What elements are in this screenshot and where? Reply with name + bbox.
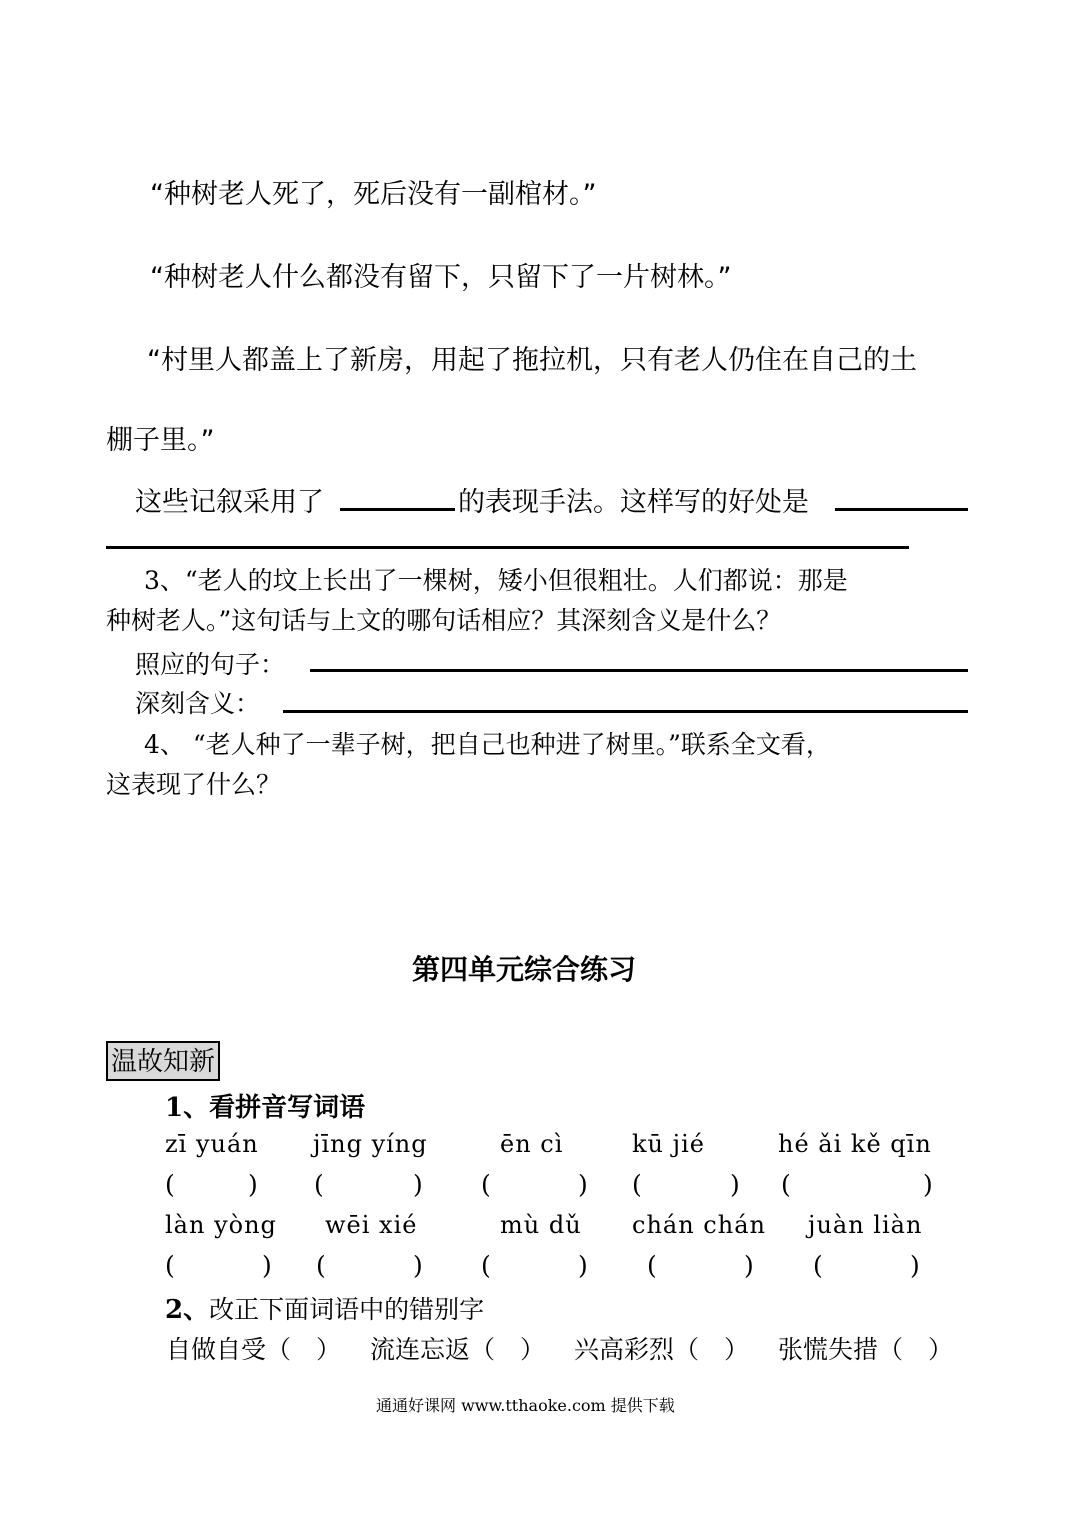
- pinyin-mu-du: mù dǔ: [500, 1211, 582, 1239]
- pinyin-jing-ying: jīng yíng: [313, 1130, 428, 1158]
- q2-blank-benefit[interactable]: [835, 508, 968, 511]
- pinyin-juan-lian: juàn liàn: [808, 1211, 923, 1239]
- q3-blank-meaning[interactable]: [283, 710, 968, 713]
- ex2-item-3: 兴高彩烈（ ）: [574, 1335, 750, 1364]
- ex2-item-4: 张慌失措（ ）: [778, 1335, 954, 1364]
- review-box-label: 温故知新: [106, 1041, 220, 1081]
- pinyin-he-ai-ke-qin: hé ǎi kě qīn: [778, 1130, 932, 1158]
- answer-paren-open: (: [781, 1170, 791, 1199]
- answer-paren-close: ): [578, 1251, 588, 1280]
- ex2-heading: [165, 1289, 484, 1326]
- answer-paren-close: ): [730, 1170, 740, 1199]
- q4-line2: 这表现了什么？: [106, 770, 282, 799]
- footer-download-note: 通通好课网 www.tthaoke.com 提供下载: [376, 1396, 675, 1415]
- answer-paren-open: (: [165, 1170, 175, 1199]
- answer-paren-close: ): [923, 1170, 933, 1199]
- quote-1: “种树老人死了，死后没有一副棺材。”: [150, 179, 597, 210]
- ex2-heading-text: 改正下面词语中的错别字: [209, 1295, 485, 1324]
- pinyin-zi-yuan: zī yuán: [165, 1130, 259, 1158]
- ex2-item-1: 自做自受（ ）: [166, 1335, 342, 1364]
- answer-paren-open: (: [481, 1251, 491, 1280]
- q3-line2: 种树老人。”这句话与上文的哪句话相应？其深刻含义是什么？: [106, 606, 782, 635]
- q2-blank-technique[interactable]: [340, 508, 455, 511]
- answer-paren-close: ): [262, 1251, 272, 1280]
- pinyin-lan-yong: làn yòng: [165, 1211, 277, 1239]
- quote-3-line2: 棚子里。”: [106, 425, 215, 456]
- answer-paren-close: ): [578, 1170, 588, 1199]
- answer-paren-open: (: [481, 1170, 491, 1199]
- quote-3-line1: “村里人都盖上了新房，用起了拖拉机，只有老人仍住在自己的土: [147, 345, 917, 376]
- q3-label-meaning: 深刻含义：: [135, 689, 261, 718]
- answer-paren-close: ): [744, 1251, 754, 1280]
- answer-paren-open: (: [647, 1251, 657, 1280]
- q2-text-part2: 的表现手法。这样写的好处是: [458, 487, 809, 518]
- pinyin-ku-jie: kū jié: [632, 1130, 705, 1158]
- answer-paren-close: ): [248, 1170, 258, 1199]
- answer-paren-open: (: [316, 1251, 326, 1280]
- ex1-heading: 1、看拼音写词语: [165, 1093, 366, 1123]
- answer-paren-open: (: [632, 1170, 642, 1199]
- section-title: 第四单元综合练习: [412, 953, 637, 986]
- q3-label-sentence: 照应的句子：: [135, 650, 286, 679]
- ex2-heading-number: 2、: [165, 1295, 210, 1325]
- q2-blank-benefit-line2[interactable]: [106, 546, 909, 549]
- q3-blank-sentence[interactable]: [310, 669, 968, 672]
- pinyin-en-ci: ēn cì: [500, 1130, 564, 1158]
- q4-line1: 4、 “老人种了一辈子树，把自己也种进了树里。”联系全文看，: [144, 730, 831, 759]
- answer-paren-open: (: [165, 1251, 175, 1280]
- q3-line1: 3、“老人的坟上长出了一棵树，矮小但很粗壮。人们都说：那是: [144, 566, 848, 595]
- answer-paren-close: ): [910, 1251, 920, 1280]
- quote-2: “种树老人什么都没有留下，只留下了一片树林。”: [150, 262, 732, 293]
- q2-text-part1: 这些记叙采用了: [135, 487, 324, 518]
- answer-paren-open: (: [813, 1251, 823, 1280]
- pinyin-chan-chan: chán chán: [632, 1211, 766, 1239]
- answer-paren-close: ): [413, 1251, 423, 1280]
- answer-paren-close: ): [413, 1170, 423, 1199]
- pinyin-wei-xie: wēi xié: [325, 1211, 418, 1239]
- answer-paren-open: (: [314, 1170, 324, 1199]
- ex2-item-2: 流连忘返（ ）: [370, 1335, 546, 1364]
